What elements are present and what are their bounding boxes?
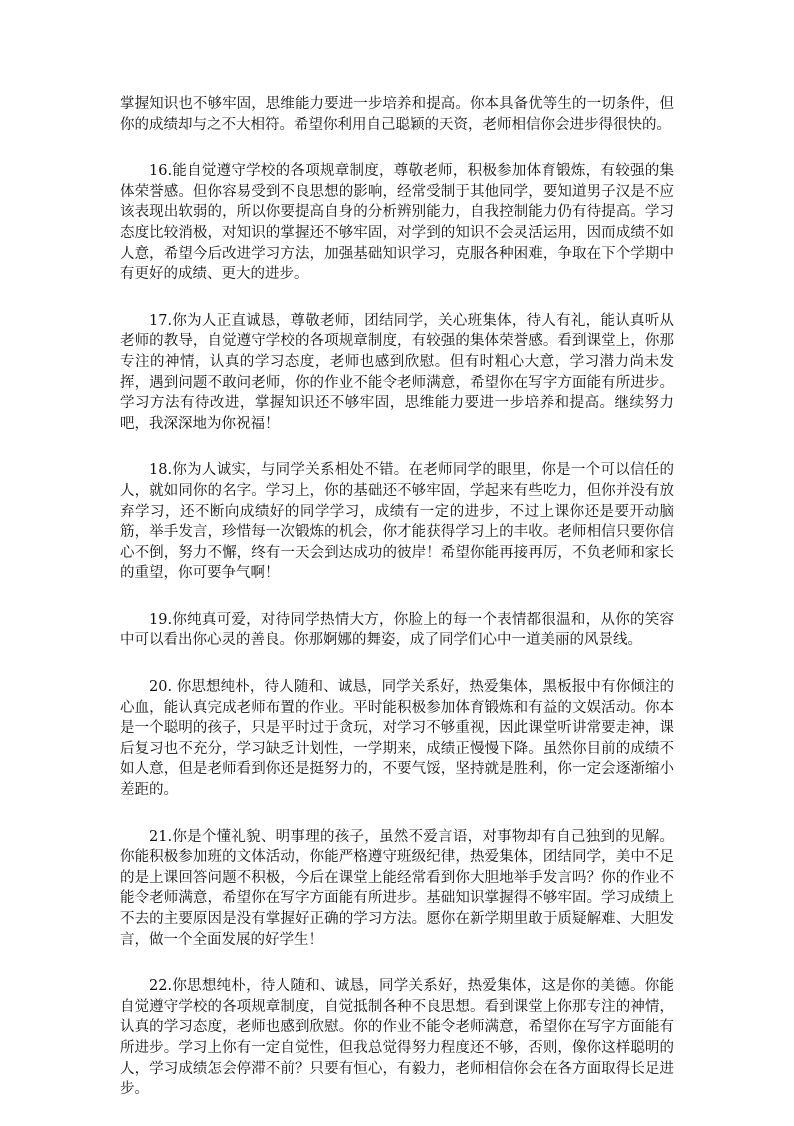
paragraph-19: 19.你纯真可爱，对待同学热情大方，你脸上的每一个表情都很温和，从你的笑容中可以看出你心灵的善良。你那婀娜的舞姿，成了同学们心中一道美丽的风景线。 bbox=[120, 611, 674, 649]
paragraph-18: 18.你为人诚实，与同学关系相处不错。在老师同学的眼里，你是一个可以信任的人，就如同你的名字。学习上，你的基础还不够牢固，学起来有些吃力，但你并没有放弃学习，还不断向成绩好的同学学习，成绩有一定的进步，不过上课你还是要开动脑筋，举手发言，珍惜每一次锻炼的机会，你才能获得学习上的丰收。老师相信只要你信心不倒，努力不懈，终有一天会到达成功的彼岸！希望你能再接再厉，不负老师和家长的重望，你可要争气啊！ bbox=[120, 462, 674, 582]
paragraph-17: 17.你为人正直诚恳，尊敬老师，团结同学，关心班集体，待人有礼，能认真听从老师的教导，自觉遵守学校的各项规章制度，有较强的集体荣誉感。看到课堂上，你那专注的神情，认真的学习态度，老师也感到欣慰。但有时粗心大意，学习潜力尚未发挥，遇到问题不敢问老师，你的作业不能令老师满意，希望你在写字方面能有所进步。学习方法有待改进，掌握知识还不够牢固，思维能力要进一步培养和提高。继续努力吧，我深深地为你祝福！ bbox=[120, 312, 674, 432]
document-page bbox=[120, 94, 674, 1126]
paragraph-20: 20. 你思想纯朴，待人随和、诚恳，同学关系好，热爱集体，黑板报中有你倾注的心血，能认真完成老师布置的作业。平时能积极参加体育锻炼和有益的文娱活动。你本是一个聪明的孩子，只是平时过于贪玩，对学习不够重视，因此课堂听讲常要走神，课后复习也不充分，学习缺乏计划性，一学期来，成绩正慢慢下降。虽然你目前的成绩不如人意，但是老师看到你还是挺努力的，不要气馁，坚持就是胜利，你一定会逐渐缩小差距的。 bbox=[120, 679, 674, 799]
paragraph-16: 16.能自觉遵守学校的各项规章制度，尊敬老师，积极参加体育锻炼，有较强的集体荣誉感。但你容易受到不良思想的影响，经常受制于其他同学，要知道男子汉是不应该表现出软弱的，所以你要提高自身的分析辨别能力，自我控制能力仍有待提高。学习态度比较消极，对知识的掌握还不够牢固，对学到的知识不会灵活运用，因而成绩不如人意，希望今后改进学习方法，加强基础知识学习，克服各种困难，争取在下个学期中有更好的成绩、更大的进步。 bbox=[120, 163, 674, 283]
paragraph-21: 21.你是个懂礼貌、明事理的孩子，虽然不爱言语，对事物却有自己独到的见解。你能积极参加班的文体活动，你能严格遵守班级纪律，热爱集体，团结同学，美中不足的是上课回答问题不积极，今后在课堂上能经常看到你大胆地举手发言吗？你的作业不能令老师满意，希望你在写字方面能有所进步。基础知识掌握得不够牢固。学习成绩上不去的主要原因是没有掌握好正确的学习方法。愿你在新学期里敢于质疑解难、大胆发言，做一个全面发展的好学生！ bbox=[120, 828, 674, 948]
paragraph-22: 22.你思想纯朴，待人随和、诚恳，同学关系好，热爱集体，这是你的美德。你能自觉遵守学校的各项规章制度，自觉抵制各种不良思想。看到课堂上你那专注的神情，认真的学习态度，老师也感到欣慰。你的作业不能令老师满意，希望你在写字方面能有所进步。学习上你有一定自觉性，但我总觉得努力程度还不够，否则，像你这样聪明的人，学习成绩怎会停滞不前？只要有恒心，有毅力，老师相信你会在各方面取得长足进步。 bbox=[120, 978, 674, 1098]
paragraph-continued: 掌握知识也不够牢固，思维能力要进一步培养和提高。你本具备优等生的一切条件，但你的成绩却与之不大相符。希望你利用自己聪颖的天资，老师相信你会进步得很快的。 bbox=[120, 96, 674, 133]
